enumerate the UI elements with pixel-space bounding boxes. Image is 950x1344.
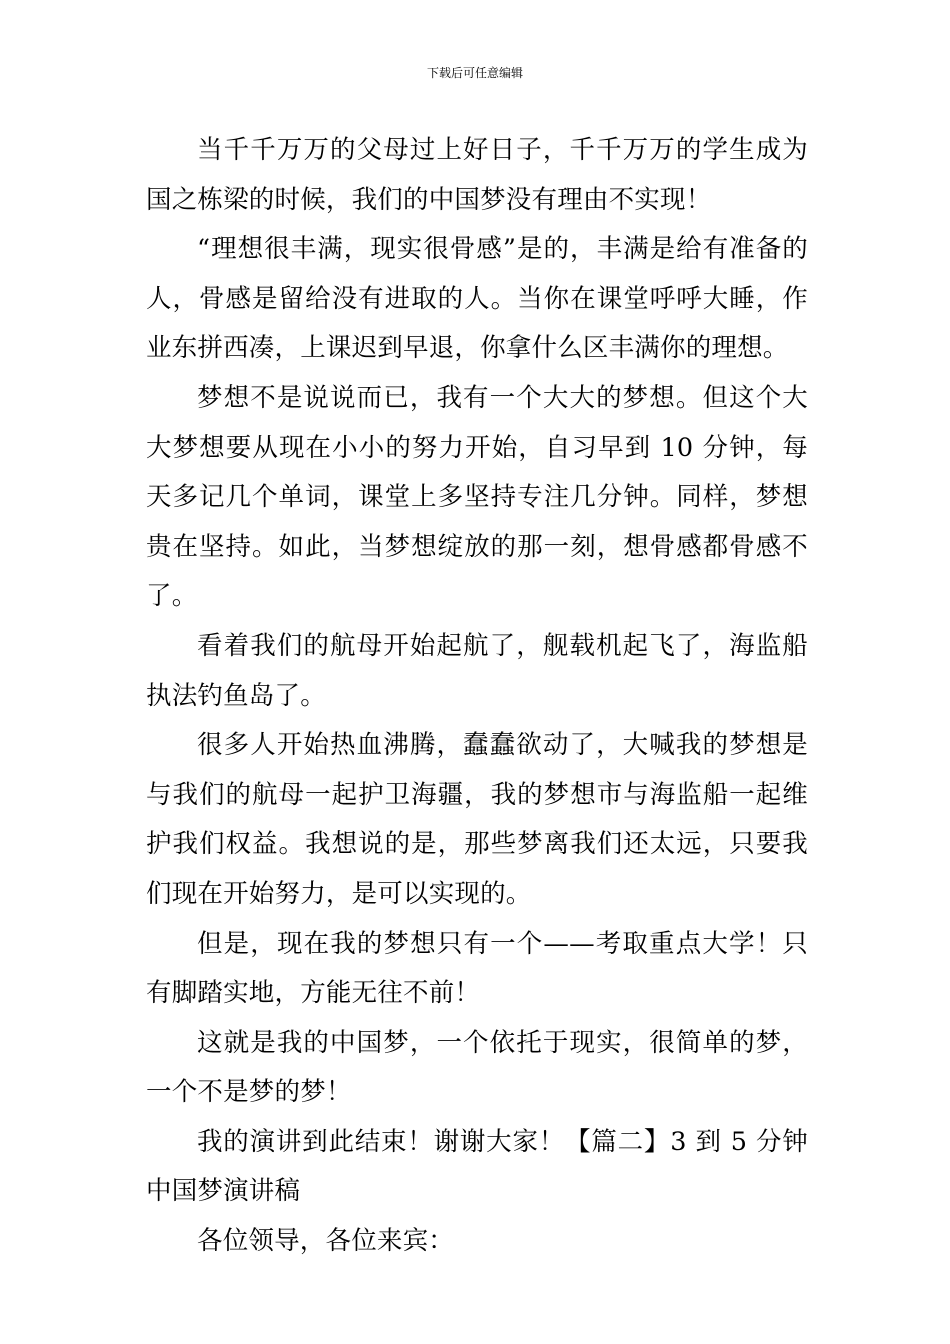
paragraph: “理想很丰满，现实很骨感”是的，丰满是给有准备的人，骨感是留给没有进取的人。当你在课堂呼呼大睡，作业东拼西凑，上课迟到早退，你拿什么区丰满你的理想。: [146, 234, 808, 364]
paragraph: 看着我们的航母开始起航了，舰载机起飞了，海监船执法钓鱼岛了。: [146, 630, 808, 711]
paragraph: 很多人开始热血沸腾，蠢蠢欲动了，大喊我的梦想是与我们的航母一起护卫海疆，我的梦想市与海监船一起维护我们权益。我想说的是，那些梦离我们还太远，只要我们现在开始努力，是可以实现的。: [146, 730, 808, 909]
paragraph: 梦想不是说说而已，我有一个大大的梦想。但这个大大梦想要从现在小小的努力开始，自习早到 10 分钟，每天多记几个单词，课堂上多坚持专注几分钟。同样，梦想贵在坚持。如此，当梦想绽放的那一刻，想骨感都骨感不了。: [146, 382, 808, 612]
paragraph: 当千千万万的父母过上好日子，千千万万的学生成为国之栋梁的时候，我们的中国梦没有理由不实现！: [146, 135, 808, 215]
paragraph: 但是，现在我的梦想只有一个——考取重点大学！只有脚踏实地，方能无往不前！: [146, 928, 808, 1009]
paragraph: 我的演讲到此结束！谢谢大家！【篇二】3 到 5 分钟中国梦演讲稿: [146, 1126, 808, 1207]
page-header: 下载后可任意编辑: [426, 66, 523, 80]
paragraph: 各位领导，各位来宾：: [197, 1226, 455, 1257]
paragraph: 这就是我的中国梦，一个依托于现实，很简单的梦，一个不是梦的梦！: [146, 1027, 808, 1108]
document-body: [146, 126, 808, 1267]
